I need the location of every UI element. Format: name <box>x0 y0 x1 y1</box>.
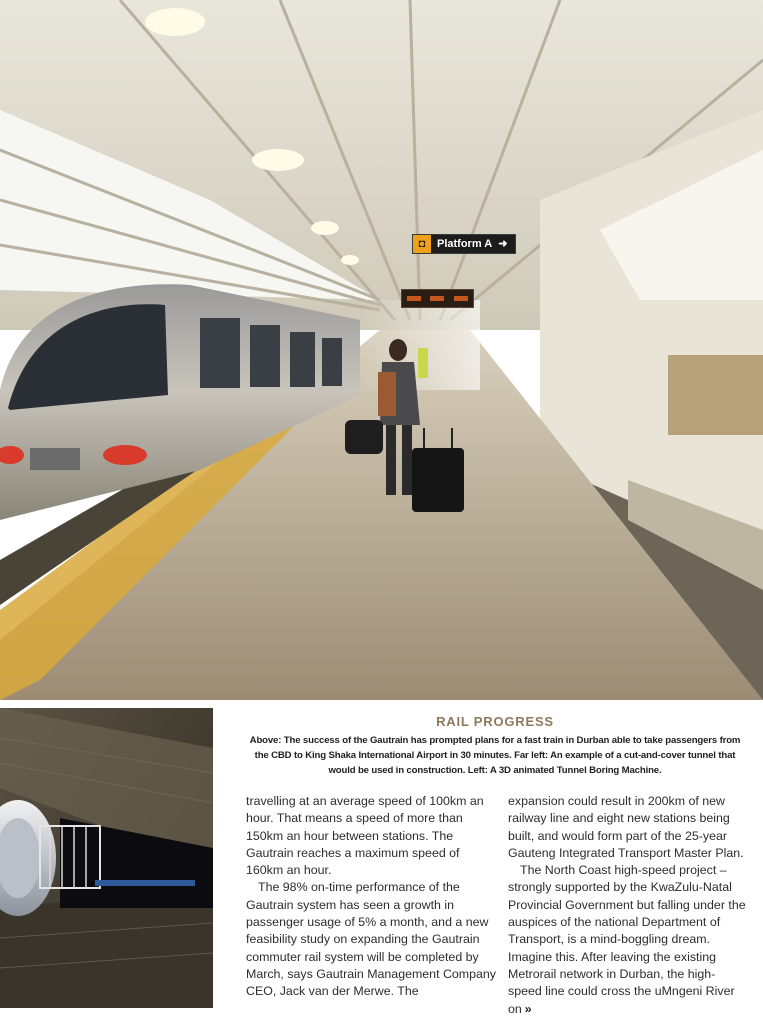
article-paragraph: The 98% on-time performance of the Gautrain system has seen a growth in passenger usage of 5% a month, and a new feasibility study on expanding the Gautrain commuter rail system will be completed by March, says Gautrain Management Company CEO, Jack van der Merwe. The <box>246 880 496 999</box>
article-column-right <box>508 793 748 1018</box>
caption-text: Above: The success of the Gautrain has prompted plans for a fast train in Durban able to take passengers from the CBD to King Shaka International Airport in 30 minutes. Far left: An example of a cut-and-cover tunnel that would be used in construction. Left: A 3D animated Tunnel Boring Machine. <box>249 735 741 776</box>
train-icon: ◘ <box>413 235 431 253</box>
article-paragraph-text: The North Coast high-speed project – strongly supported by the KwaZulu-Natal Provincial Government but falling under the auspices of the national Department of Transport, is a mind-boggling dream. Imagine this. After leaving the existing Metrorail network in Durban, the high-speed line could cross the uMngeni River on <box>508 863 746 1016</box>
board-segment <box>454 296 468 301</box>
departure-board <box>401 289 474 308</box>
article-paragraph: travelling at an average speed of 100km an hour. That means a speed of more than 150km an hour between stations. The Gautrain reaches a maximum speed of 160km an hour. <box>246 794 484 878</box>
caption-title: RAIL PROGRESS <box>436 714 554 729</box>
arrow-right-icon: ➜ <box>498 238 508 250</box>
article-paragraph: expansion could result in 200km of new railway line and eight new stations being built, and would form part of the 25-year Gauteng Integrated Transport Master Plan. <box>508 794 744 860</box>
tunnel-boring-machine-photo <box>0 708 213 1008</box>
tunnel-illustration <box>0 708 213 1008</box>
continue-arrow-icon: » <box>524 1001 532 1016</box>
article-paragraph-last <box>508 862 748 1018</box>
platform-sign-label: Platform A <box>437 238 493 250</box>
article-column-left <box>246 793 498 1001</box>
platform-sign <box>412 234 516 254</box>
board-segment <box>430 296 444 301</box>
board-segment <box>407 296 421 301</box>
